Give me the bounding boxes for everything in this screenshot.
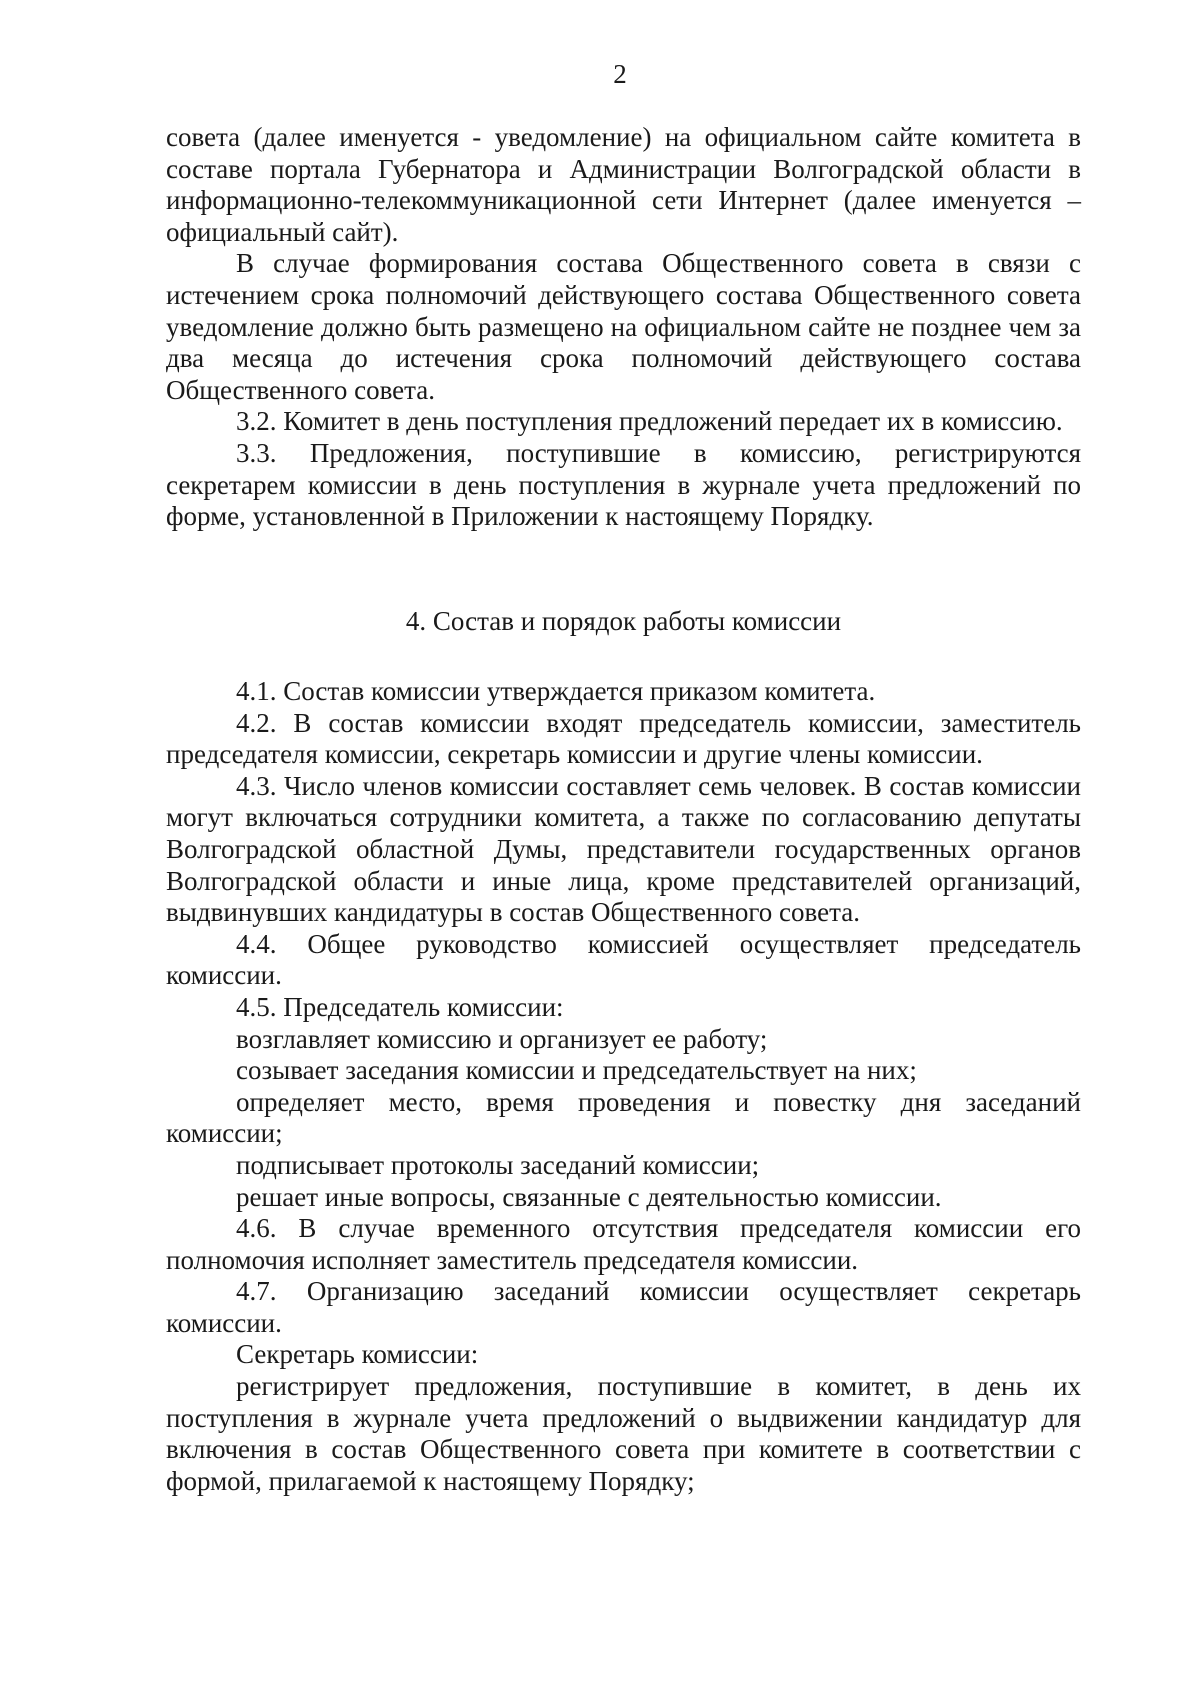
list-item: созывает заседания комиссии и председательствует на них; [236,1055,917,1086]
body-text-bottom [166,676,1081,1497]
paragraph: Секретарь комиссии: [236,1339,479,1370]
paragraph: 4.5. Председатель комиссии: [236,991,564,1022]
page-number: 2 [613,59,627,89]
paragraph: 4.6. В случае временного отсутствия председателя комиссии его полномочия исполняет заместитель председателя комиссии. [166,1213,1081,1275]
paragraph: 3.3. Предложения, поступившие в комиссию, регистрируются секретарем комиссии в день поступления в журнале учета предложений по форме, установленной в Приложении к настоящему Порядку. [166,437,1081,532]
paragraph: 4.2. В состав комиссии входят председатель комиссии, заместитель председателя комиссии, секретарь комиссии и другие члены комиссии. [166,707,1081,770]
list-item: возглавляет комиссию и организует ее работу; [236,1023,768,1054]
paragraph: 4.1. Состав комиссии утверждается приказом комитета. [236,676,876,706]
paragraph: совета (далее именуется - уведомление) на официальном сайте комитета в составе портала Губернатора и Администрации Волгоградской области в информационно-телекоммуникационной сети Интернет (далее именуется – официальный сайт). [166,122,1081,247]
paragraph: В случае формирования состава Общественного совета в связи с истечением срока полномочий действующего состава Общественного совета уведомление должно быть размещено на официальном сайте не позднее чем за два месяца до истечения срока полномочий действующего состава Общественного совета. [166,248,1081,405]
paragraph: 3.2. Комитет в день поступления предложений передает их в комиссию. [236,406,1063,437]
list-item: подписывает протоколы заседаний комиссии; [236,1149,760,1180]
paragraph: 4.4. Общее руководство комиссией осуществляет председатель комиссии. [166,928,1081,991]
section-heading: 4. Состав и порядок работы комиссии [405,606,842,636]
list-item: решает иные вопросы, связанные с деятельностью комиссии. [236,1181,942,1212]
list-item: регистрирует предложения, поступившие в комитет, в день их поступления в журнале учета предложений о выдвижении кандидатур для включения в состав Общественного совета при комитете в соответствии с формой, прилагаемой к настоящему Порядку; [166,1371,1081,1496]
section-heading-container [166,606,1081,638]
paragraph: 4.3. Число членов комиссии составляет семь человек. В состав комиссии могут включаться сотрудники комитета, а также по согласованию депутаты Волгоградской областной Думы, представители государственных органов Волгоградской области и иные лица, кроме представителей организаций, выдвинувших кандидатуры в состав Общественного совета. [166,770,1081,928]
paragraph: 4.7. Организацию заседаний комиссии осуществляет секретарь комиссии. [166,1276,1081,1338]
list-item: определяет место, время проведения и повестку дня заседаний комиссии; [166,1086,1081,1149]
body-text-top [166,122,1081,533]
